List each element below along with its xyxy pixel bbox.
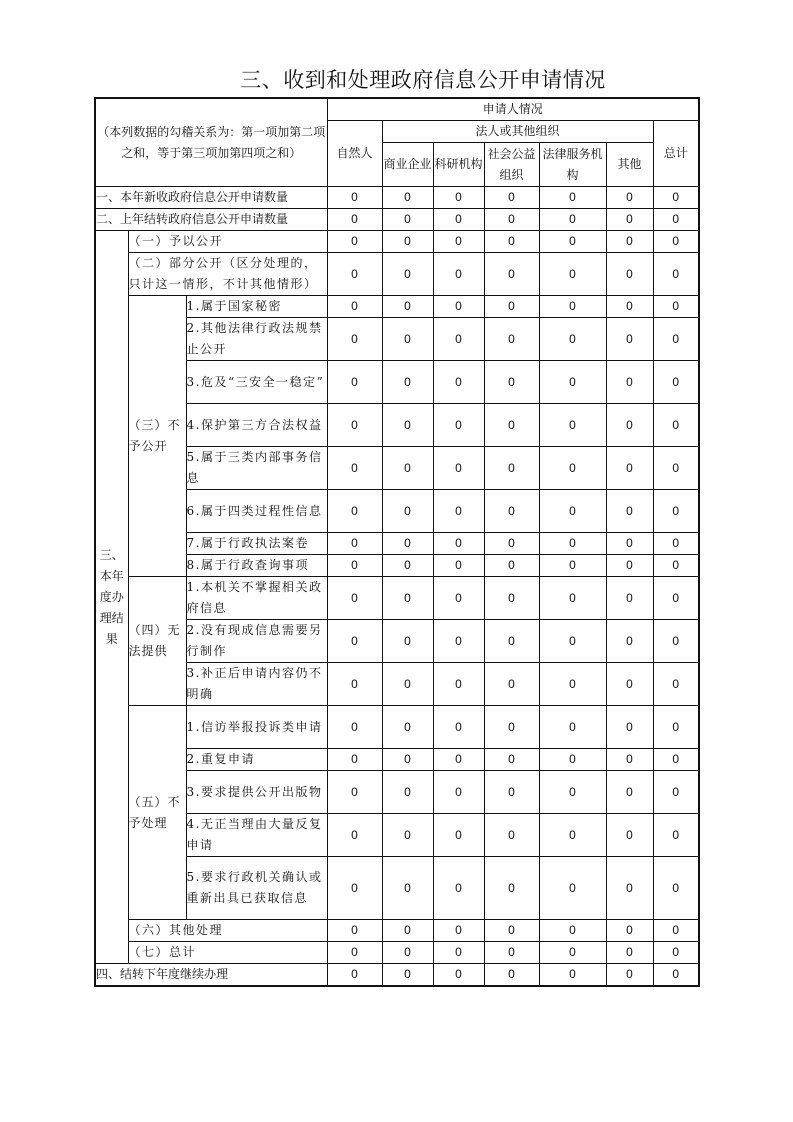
- value-cell: 0: [484, 361, 539, 404]
- table-row: [95, 706, 699, 749]
- value-cell: 0: [539, 920, 606, 942]
- value-cell: 0: [433, 296, 484, 318]
- value-cell: 0: [606, 209, 653, 231]
- value-cell: 0: [327, 209, 382, 231]
- value-cell: 0: [484, 814, 539, 857]
- value-cell: 0: [653, 253, 699, 296]
- row-label: （七）总计: [128, 942, 327, 964]
- value-cell: 0: [327, 404, 382, 447]
- disclosure-requests-table: [94, 97, 700, 987]
- value-cell: 0: [382, 533, 433, 555]
- table-row: [95, 187, 699, 209]
- table-row: [95, 964, 699, 987]
- value-cell: 0: [382, 857, 433, 920]
- value-cell: 0: [539, 361, 606, 404]
- section-3-label: [95, 231, 128, 964]
- value-cell: 0: [606, 187, 653, 209]
- section-3-label-line: 果: [105, 631, 118, 646]
- value-cell: 0: [433, 920, 484, 942]
- value-cell: 0: [382, 771, 433, 814]
- value-cell: 0: [606, 490, 653, 533]
- header-total: 总计: [653, 121, 699, 187]
- value-cell: 0: [433, 771, 484, 814]
- value-cell: 0: [433, 447, 484, 490]
- value-cell: 0: [606, 942, 653, 964]
- value-cell: 0: [327, 771, 382, 814]
- value-cell: 0: [433, 706, 484, 749]
- value-cell: 0: [433, 942, 484, 964]
- header-other: 其他: [606, 143, 653, 187]
- value-cell: 0: [484, 771, 539, 814]
- row-label: （二）部分公开（区分处理的，只计这一情形，不计其他情形）: [128, 253, 327, 296]
- value-cell: 0: [653, 964, 699, 987]
- value-cell: 0: [484, 706, 539, 749]
- value-cell: 0: [327, 231, 382, 253]
- value-cell: 0: [653, 490, 699, 533]
- value-cell: 0: [606, 920, 653, 942]
- header-natural-person: 自然人: [327, 121, 382, 187]
- value-cell: 0: [327, 555, 382, 577]
- value-cell: 0: [653, 620, 699, 663]
- value-cell: 0: [606, 706, 653, 749]
- header-public-welfare-org: 社会公益组织: [484, 143, 539, 187]
- value-cell: 0: [484, 404, 539, 447]
- value-cell: 0: [653, 706, 699, 749]
- table-row: [95, 296, 699, 318]
- value-cell: 0: [433, 814, 484, 857]
- value-cell: 0: [382, 749, 433, 771]
- item-label: 4.保护第三方合法权益: [186, 404, 327, 447]
- table-row: [95, 577, 699, 620]
- value-cell: 0: [327, 620, 382, 663]
- value-cell: 0: [484, 231, 539, 253]
- value-cell: 0: [606, 231, 653, 253]
- header-legal-service-org: 法律服务机构: [539, 143, 606, 187]
- item-label: 1.本机关不掌握相关政府信息: [186, 577, 327, 620]
- value-cell: 0: [606, 964, 653, 987]
- value-cell: 0: [653, 555, 699, 577]
- value-cell: 0: [484, 577, 539, 620]
- value-cell: 0: [653, 920, 699, 942]
- value-cell: 0: [327, 318, 382, 361]
- value-cell: 0: [327, 187, 382, 209]
- table-row: [95, 857, 699, 920]
- value-cell: 0: [484, 318, 539, 361]
- value-cell: 0: [433, 663, 484, 706]
- value-cell: 0: [606, 318, 653, 361]
- value-cell: 0: [433, 318, 484, 361]
- value-cell: 0: [606, 253, 653, 296]
- value-cell: 0: [433, 187, 484, 209]
- value-cell: 0: [606, 814, 653, 857]
- value-cell: 0: [327, 490, 382, 533]
- value-cell: 0: [484, 857, 539, 920]
- value-cell: 0: [484, 749, 539, 771]
- value-cell: 0: [382, 706, 433, 749]
- subcategory-label: （四）无法提供: [128, 577, 186, 706]
- value-cell: 0: [382, 964, 433, 987]
- value-cell: 0: [653, 318, 699, 361]
- value-cell: 0: [382, 577, 433, 620]
- table-row: [95, 749, 699, 771]
- value-cell: 0: [484, 620, 539, 663]
- value-cell: 0: [606, 296, 653, 318]
- value-cell: 0: [484, 663, 539, 706]
- table-row: [95, 209, 699, 231]
- header-research-institution: 科研机构: [433, 143, 484, 187]
- row-label: （六）其他处理: [128, 920, 327, 942]
- value-cell: 0: [484, 942, 539, 964]
- value-cell: 0: [606, 771, 653, 814]
- item-label: 2.没有现成信息需要另行制作: [186, 620, 327, 663]
- header-note: （本列数据的勾稽关系为：第一项加第二项之和，等于第三项加第四项之和）: [95, 98, 327, 187]
- value-cell: 0: [653, 296, 699, 318]
- value-cell: 0: [382, 296, 433, 318]
- value-cell: 0: [539, 231, 606, 253]
- table-row: [95, 231, 699, 253]
- value-cell: 0: [382, 663, 433, 706]
- item-label: 5.要求行政机关确认或重新出具已获取信息: [186, 857, 327, 920]
- value-cell: 0: [327, 663, 382, 706]
- table-row: [95, 942, 699, 964]
- value-cell: 0: [653, 187, 699, 209]
- value-cell: 0: [653, 231, 699, 253]
- subcategory-label: （五）不予处理: [128, 706, 186, 920]
- value-cell: 0: [653, 857, 699, 920]
- value-cell: 0: [653, 404, 699, 447]
- value-cell: 0: [539, 814, 606, 857]
- section-3-label-line: 三、: [99, 547, 124, 562]
- value-cell: 0: [539, 857, 606, 920]
- value-cell: 0: [433, 749, 484, 771]
- row-label: 四、结转下年度继续办理: [95, 964, 327, 987]
- value-cell: 0: [484, 209, 539, 231]
- value-cell: 0: [327, 706, 382, 749]
- item-label: 7.属于行政执法案卷: [186, 533, 327, 555]
- row-label: 二、上年结转政府信息公开申请数量: [95, 209, 327, 231]
- value-cell: 0: [382, 942, 433, 964]
- value-cell: 0: [433, 209, 484, 231]
- value-cell: 0: [382, 490, 433, 533]
- table-row: [95, 318, 699, 361]
- table-row: [95, 814, 699, 857]
- value-cell: 0: [653, 942, 699, 964]
- value-cell: 0: [382, 318, 433, 361]
- value-cell: 0: [484, 296, 539, 318]
- row-label: 一、本年新收政府信息公开申请数量: [95, 187, 327, 209]
- table-row: [95, 404, 699, 447]
- value-cell: 0: [484, 555, 539, 577]
- value-cell: 0: [653, 577, 699, 620]
- section-3-label-line: 本年: [99, 568, 124, 583]
- value-cell: 0: [539, 209, 606, 231]
- value-cell: 0: [433, 555, 484, 577]
- value-cell: 0: [606, 361, 653, 404]
- table-row: [95, 771, 699, 814]
- item-label: 3.危及“三安全一稳定”: [186, 361, 327, 404]
- value-cell: 0: [539, 964, 606, 987]
- table-row: [95, 361, 699, 404]
- value-cell: 0: [327, 296, 382, 318]
- value-cell: 0: [539, 706, 606, 749]
- value-cell: 0: [606, 404, 653, 447]
- value-cell: 0: [653, 771, 699, 814]
- value-cell: 0: [327, 942, 382, 964]
- value-cell: 0: [484, 447, 539, 490]
- value-cell: 0: [606, 577, 653, 620]
- table-row: [95, 490, 699, 533]
- value-cell: 0: [539, 555, 606, 577]
- header-legal-or-other-org: 法人或其他组织: [382, 121, 653, 143]
- value-cell: 0: [484, 490, 539, 533]
- table-row: [95, 447, 699, 490]
- page-title: 三、收到和处理政府信息公开申请情况: [240, 68, 606, 92]
- value-cell: 0: [539, 533, 606, 555]
- value-cell: 0: [484, 187, 539, 209]
- value-cell: 0: [327, 447, 382, 490]
- value-cell: 0: [539, 942, 606, 964]
- value-cell: 0: [539, 187, 606, 209]
- value-cell: 0: [327, 253, 382, 296]
- value-cell: 0: [382, 187, 433, 209]
- value-cell: 0: [433, 577, 484, 620]
- item-label: 6.属于四类过程性信息: [186, 490, 327, 533]
- item-label: 1.信访举报投诉类申请: [186, 706, 327, 749]
- value-cell: 0: [539, 296, 606, 318]
- value-cell: 0: [539, 620, 606, 663]
- value-cell: 0: [327, 964, 382, 987]
- value-cell: 0: [433, 253, 484, 296]
- value-cell: 0: [653, 361, 699, 404]
- value-cell: 0: [382, 361, 433, 404]
- item-label: 4.无正当理由大量反复申请: [186, 814, 327, 857]
- value-cell: 0: [539, 318, 606, 361]
- value-cell: 0: [382, 814, 433, 857]
- value-cell: 0: [382, 555, 433, 577]
- value-cell: 0: [606, 749, 653, 771]
- value-cell: 0: [539, 577, 606, 620]
- value-cell: 0: [327, 533, 382, 555]
- value-cell: 0: [653, 814, 699, 857]
- value-cell: 0: [382, 253, 433, 296]
- table-row: [95, 663, 699, 706]
- value-cell: 0: [539, 447, 606, 490]
- value-cell: 0: [382, 920, 433, 942]
- value-cell: 0: [433, 361, 484, 404]
- item-label: 3.要求提供公开出版物: [186, 771, 327, 814]
- value-cell: 0: [539, 749, 606, 771]
- value-cell: 0: [484, 964, 539, 987]
- value-cell: 0: [382, 404, 433, 447]
- value-cell: 0: [539, 404, 606, 447]
- header-commercial-enterprise: 商业企业: [382, 143, 433, 187]
- value-cell: 0: [327, 857, 382, 920]
- item-label: 3.补正后申请内容仍不明确: [186, 663, 327, 706]
- subcategory-label: （三）不予公开: [128, 296, 186, 577]
- value-cell: 0: [382, 447, 433, 490]
- item-label: 5.属于三类内部事务信息: [186, 447, 327, 490]
- value-cell: 0: [382, 209, 433, 231]
- value-cell: 0: [539, 253, 606, 296]
- section-3-label-line: 度办: [99, 589, 124, 604]
- value-cell: 0: [539, 771, 606, 814]
- value-cell: 0: [653, 663, 699, 706]
- value-cell: 0: [606, 447, 653, 490]
- value-cell: 0: [653, 749, 699, 771]
- item-label: 1.属于国家秘密: [186, 296, 327, 318]
- value-cell: 0: [433, 490, 484, 533]
- value-cell: 0: [484, 533, 539, 555]
- value-cell: 0: [606, 857, 653, 920]
- value-cell: 0: [484, 253, 539, 296]
- value-cell: 0: [327, 749, 382, 771]
- value-cell: 0: [606, 663, 653, 706]
- row-label: （一）予以公开: [128, 231, 327, 253]
- value-cell: 0: [433, 964, 484, 987]
- value-cell: 0: [539, 663, 606, 706]
- value-cell: 0: [606, 620, 653, 663]
- value-cell: 0: [433, 533, 484, 555]
- value-cell: 0: [433, 857, 484, 920]
- table-row: [95, 533, 699, 555]
- value-cell: 0: [606, 555, 653, 577]
- section-3-label-line: 理结: [99, 610, 124, 625]
- value-cell: 0: [433, 620, 484, 663]
- value-cell: 0: [606, 533, 653, 555]
- value-cell: 0: [433, 231, 484, 253]
- value-cell: 0: [382, 231, 433, 253]
- value-cell: 0: [433, 404, 484, 447]
- value-cell: 0: [327, 361, 382, 404]
- table-row: [95, 253, 699, 296]
- value-cell: 0: [653, 209, 699, 231]
- value-cell: 0: [484, 920, 539, 942]
- value-cell: 0: [539, 490, 606, 533]
- value-cell: 0: [327, 814, 382, 857]
- value-cell: 0: [653, 533, 699, 555]
- header-applicant-situation: 申请人情况: [327, 98, 699, 121]
- item-label: 2.其他法律行政法规禁止公开: [186, 318, 327, 361]
- value-cell: 0: [382, 620, 433, 663]
- item-label: 8.属于行政查询事项: [186, 555, 327, 577]
- table-row: [95, 555, 699, 577]
- value-cell: 0: [653, 447, 699, 490]
- item-label: 2.重复申请: [186, 749, 327, 771]
- value-cell: 0: [327, 920, 382, 942]
- table-row: [95, 620, 699, 663]
- value-cell: 0: [327, 577, 382, 620]
- table-row: [95, 920, 699, 942]
